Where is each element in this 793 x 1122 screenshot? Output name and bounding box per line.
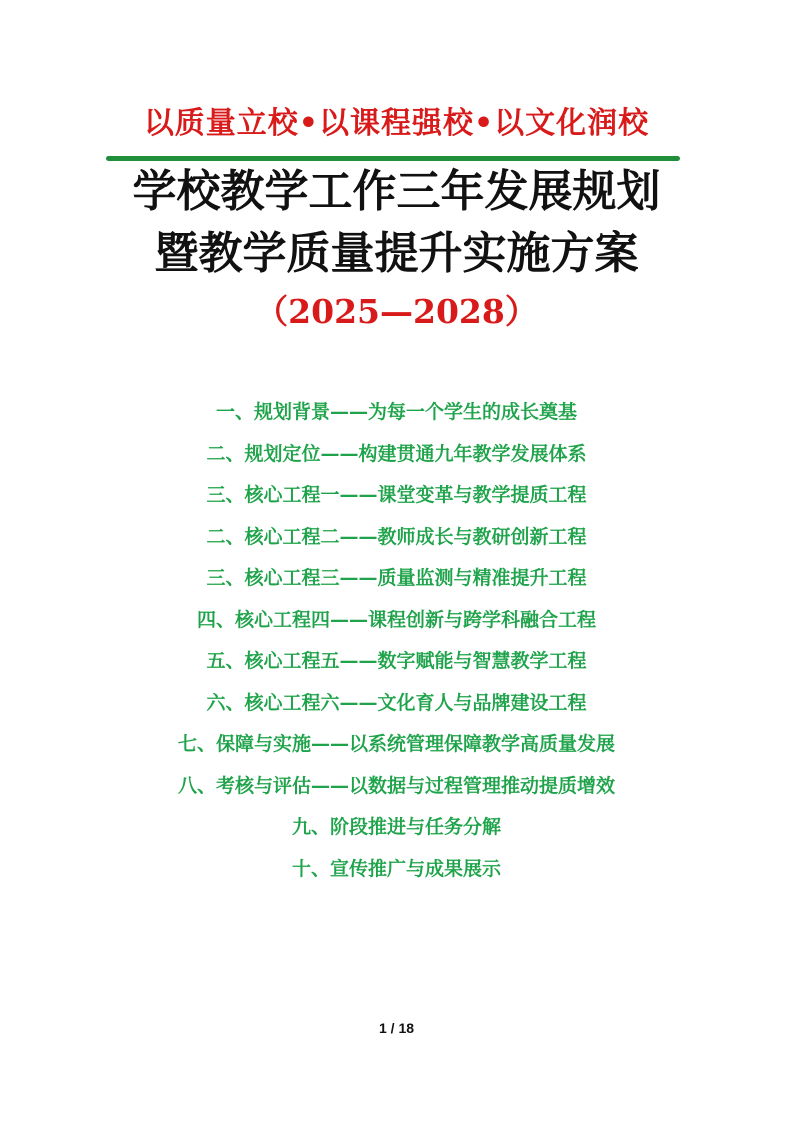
plan-years: （2025—2028）: [255, 292, 538, 331]
table-of-contents: [0, 392, 793, 890]
toc-item-1[interactable]: 一、规划背景——为每一个学生的成长奠基: [215, 401, 577, 423]
toc-item-10[interactable]: 八、考核与评估——以数据与过程管理推动提质增效: [177, 774, 615, 797]
page-number: 1 / 18: [378, 1020, 415, 1036]
toc-item-8[interactable]: 六、核心工程六——文化育人与品牌建设工程: [206, 691, 587, 714]
toc-item-7[interactable]: 五、核心工程五——数字赋能与智慧教学工程: [206, 650, 587, 672]
toc-item-5[interactable]: 三、核心工程三——质量监测与精准提升工程: [206, 567, 587, 589]
toc-item-9[interactable]: 七、保障与实施——以系统管理保障教学高质量发展: [177, 733, 615, 755]
toc-item-2[interactable]: 二、规划定位——构建贯通九年教学发展体系: [206, 442, 587, 465]
document-title-line-1: 学校教学工作三年发展规划: [132, 166, 661, 217]
toc-item-4[interactable]: 二、核心工程二——教师成长与教研创新工程: [206, 525, 587, 548]
toc-item-12[interactable]: 十、宣传推广与成果展示: [291, 857, 501, 880]
document-title-line-2: 暨教学质量提升实施方案: [154, 228, 639, 279]
toc-item-11[interactable]: 九、阶段推进与任务分解: [291, 816, 501, 838]
toc-item-6[interactable]: 四、核心工程四——课程创新与跨学科融合工程: [196, 608, 596, 631]
toc-item-3[interactable]: 三、核心工程一——课堂变革与教学提质工程: [206, 484, 587, 506]
green-divider: [106, 156, 680, 161]
school-slogan: 以质量立校•以课程强校•以文化润校: [143, 106, 650, 141]
